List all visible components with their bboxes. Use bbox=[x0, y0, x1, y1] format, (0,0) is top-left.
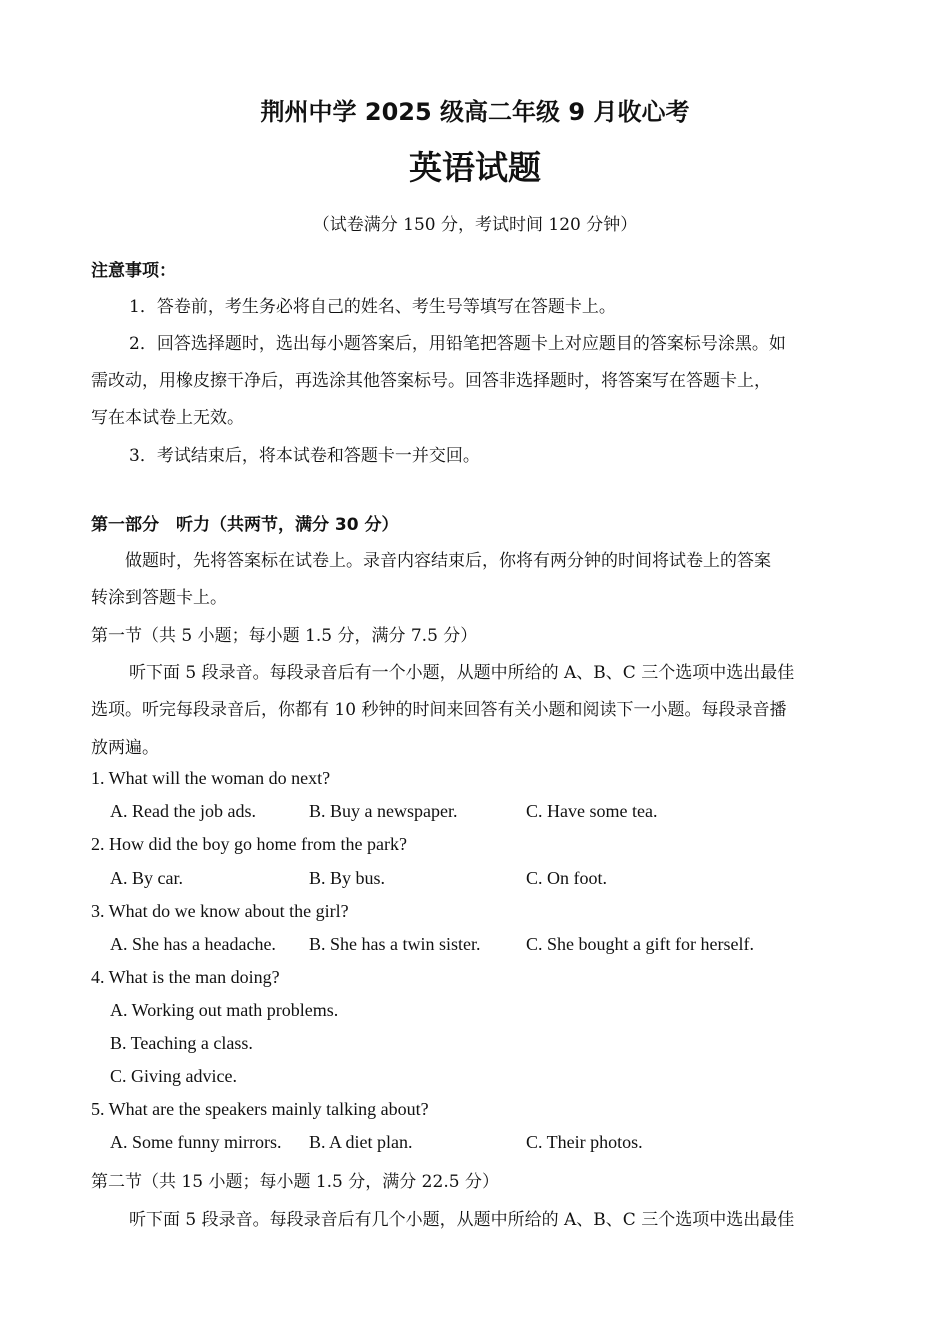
question-4-option-c: C. Giving advice. bbox=[110, 1066, 237, 1086]
question-5: 5. What are the speakers mainly talking about? bbox=[91, 1099, 429, 1119]
question-5-option-c: C. Their photos. bbox=[526, 1132, 643, 1152]
question-2: 2. How did the boy go home from the park? bbox=[91, 834, 407, 854]
exam-title: 荆州中学 2025 级高二年级 9 月收心考 bbox=[260, 98, 690, 126]
note-item-3: 3．考试结束后，将本试卷和答题卡一并交回。 bbox=[129, 446, 480, 466]
note-item-2-line-1: 2．回答选择题时，选出每小题答案后，用铅笔把答题卡上对应题目的答案标号涂黑。如 bbox=[129, 334, 786, 354]
question-4: 4. What is the man doing? bbox=[91, 967, 280, 987]
section2-intro-line-1: 听下面 5 段录音。每段录音后有几个小题，从题中所给的 A、B、C 三个选项中选出最佳 bbox=[129, 1210, 795, 1230]
section1-intro-line-1: 听下面 5 段录音。每段录音后有一个小题，从题中所给的 A、B、C 三个选项中选出最佳 bbox=[129, 663, 795, 683]
exam-info: （试卷满分 150 分，考试时间 120 分钟） bbox=[312, 215, 638, 235]
note-item-1: 1．答卷前，考生务必将自己的姓名、考生号等填写在答题卡上。 bbox=[129, 297, 616, 317]
question-1: 1. What will the woman do next? bbox=[91, 768, 331, 788]
section2-heading: 第二节（共 15 小题；每小题 1.5 分，满分 22.5 分） bbox=[91, 1172, 499, 1192]
question-4-option-a: A. Working out math problems. bbox=[110, 1000, 339, 1020]
question-3-option-b: B. She has a twin sister. bbox=[309, 934, 481, 954]
part1-heading: 第一部分 听力（共两节，满分 30 分） bbox=[91, 515, 399, 535]
question-3-option-c: C. She bought a gift for herself. bbox=[526, 934, 754, 954]
part1-intro-line-2: 转涂到答题卡上。 bbox=[91, 588, 227, 608]
question-5-option-b: B. A diet plan. bbox=[309, 1132, 413, 1152]
note-item-2-line-2: 需改动，用橡皮擦干净后，再选涂其他答案标号。回答非选择题时，将答案写在答题卡上， bbox=[91, 371, 771, 391]
section1-intro-line-3: 放两遍。 bbox=[91, 738, 159, 758]
question-3-option-a: A. She has a headache. bbox=[110, 934, 276, 954]
subject-title: 英语试题 bbox=[409, 148, 541, 187]
question-3: 3. What do we know about the girl? bbox=[91, 901, 349, 921]
question-1-option-a: A. Read the job ads. bbox=[110, 801, 256, 821]
question-4-option-b: B. Teaching a class. bbox=[110, 1033, 253, 1053]
question-1-option-b: B. Buy a newspaper. bbox=[309, 801, 458, 821]
question-2-option-a: A. By car. bbox=[110, 868, 183, 888]
section1-intro-line-2: 选项。听完每段录音后，你都有 10 秒钟的时间来回答有关小题和阅读下一小题。每段录音播 bbox=[91, 700, 787, 720]
note-item-2-line-3: 写在本试卷上无效。 bbox=[91, 408, 244, 428]
section1-heading: 第一节（共 5 小题；每小题 1.5 分，满分 7.5 分） bbox=[91, 626, 478, 646]
notes-heading: 注意事项： bbox=[91, 261, 176, 281]
part1-intro-line-1: 做题时，先将答案标在试卷上。录音内容结束后，你将有两分钟的时间将试卷上的答案 bbox=[125, 551, 771, 571]
question-2-option-c: C. On foot. bbox=[526, 868, 607, 888]
question-1-option-c: C. Have some tea. bbox=[526, 801, 658, 821]
question-5-option-a: A. Some funny mirrors. bbox=[110, 1132, 282, 1152]
question-2-option-b: B. By bus. bbox=[309, 868, 386, 888]
